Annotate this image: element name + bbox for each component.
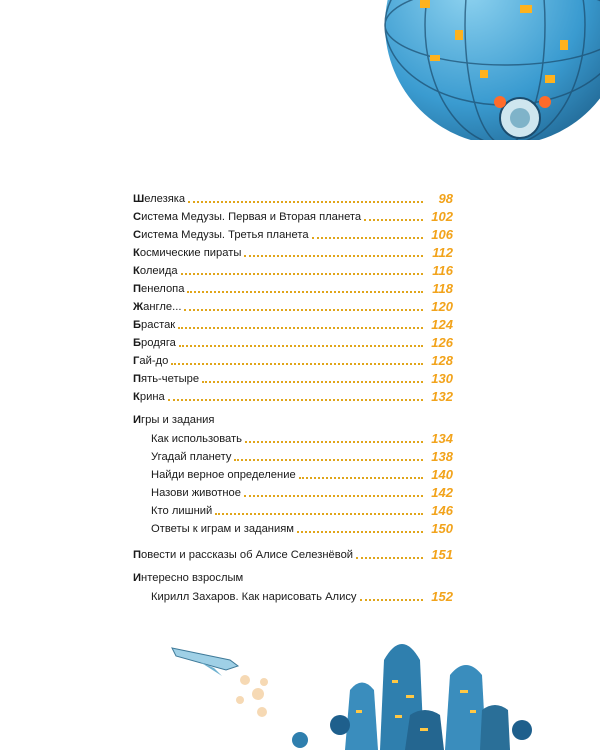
dot-leader	[297, 531, 423, 533]
dot-leader	[356, 557, 423, 559]
table-of-contents	[133, 188, 453, 604]
toc-subentry[interactable]: Назови животное 142	[151, 485, 453, 500]
toc-entry[interactable]: Шелезяка 98	[133, 191, 453, 206]
toc-subentry[interactable]: Как использовать 134	[151, 431, 453, 446]
toc-subentry[interactable]: Найди верное определение 140	[151, 467, 453, 482]
toc-entry[interactable]: Бродяга 126	[133, 335, 453, 350]
page-number: 118	[423, 282, 453, 296]
dot-leader	[188, 201, 423, 203]
toc-entry[interactable]: Система Медузы. Третья планета 106	[133, 227, 453, 242]
toc-entry[interactable]: Жангле... 120	[133, 299, 453, 314]
toc-entry[interactable]: Система Медузы. Первая и Вторая планета 102	[133, 209, 453, 224]
page-number: 106	[423, 228, 453, 242]
dot-leader	[187, 291, 423, 293]
page-number: 130	[423, 372, 453, 386]
dot-leader	[202, 381, 423, 383]
toc-entry-stories[interactable]: Повести и рассказы об Алисе Селезнёвой 151	[133, 547, 453, 562]
page-number: 98	[423, 192, 453, 206]
dot-leader	[244, 255, 423, 257]
spaceship-icon	[172, 648, 238, 676]
dot-leader	[312, 237, 423, 239]
toc-entry[interactable]: Крина 132	[133, 389, 453, 404]
section-heading-games: Игры и задания	[133, 414, 215, 426]
toc-entry[interactable]: Брастак 124	[133, 317, 453, 332]
planet-illustration	[0, 0, 600, 140]
dot-leader	[168, 399, 423, 401]
page-number: 102	[423, 210, 453, 224]
toc-entry[interactable]: Космические пираты 112	[133, 245, 453, 260]
dot-leader	[234, 459, 423, 461]
toc-entry[interactable]: Колеида 116	[133, 263, 453, 278]
page-number: 138	[423, 450, 453, 464]
dot-leader	[184, 309, 423, 311]
dot-leader	[244, 495, 423, 497]
toc-entry[interactable]: Гай-до 128	[133, 353, 453, 368]
toc-entry[interactable]: Пять-четыре 130	[133, 371, 453, 386]
page-number: 128	[423, 354, 453, 368]
page-number: 151	[423, 548, 453, 562]
dot-leader	[364, 219, 423, 221]
dot-leader	[215, 513, 423, 515]
city-illustration	[0, 620, 600, 750]
dot-leader	[181, 273, 423, 275]
page-number: 120	[423, 300, 453, 314]
dot-leader	[299, 477, 423, 479]
section-heading-adults: Интересно взрослым	[133, 572, 244, 584]
page-number: 126	[423, 336, 453, 350]
dot-leader	[178, 327, 423, 329]
toc-subentry[interactable]: Ответы к играм и заданиям 150	[151, 521, 453, 536]
page-number: 124	[423, 318, 453, 332]
page-number: 116	[423, 264, 453, 278]
dot-leader	[171, 363, 423, 365]
dot-leader	[245, 441, 423, 443]
dot-leader	[360, 599, 423, 601]
page-number: 134	[423, 432, 453, 446]
page-number: 142	[423, 486, 453, 500]
page-number: 150	[423, 522, 453, 536]
toc-entry[interactable]: Пенелопа 118	[133, 281, 453, 296]
toc-subentry[interactable]: Кирилл Захаров. Как нарисовать Алису 152	[151, 589, 453, 604]
page-number: 132	[423, 390, 453, 404]
page-number: 140	[423, 468, 453, 482]
toc-subentry[interactable]: Кто лишний 146	[151, 503, 453, 518]
page-number: 146	[423, 504, 453, 518]
toc-subentry[interactable]: Угадай планету 138	[151, 449, 453, 464]
dot-leader	[179, 345, 423, 347]
page-number: 152	[423, 590, 453, 604]
page-number: 112	[423, 246, 453, 260]
